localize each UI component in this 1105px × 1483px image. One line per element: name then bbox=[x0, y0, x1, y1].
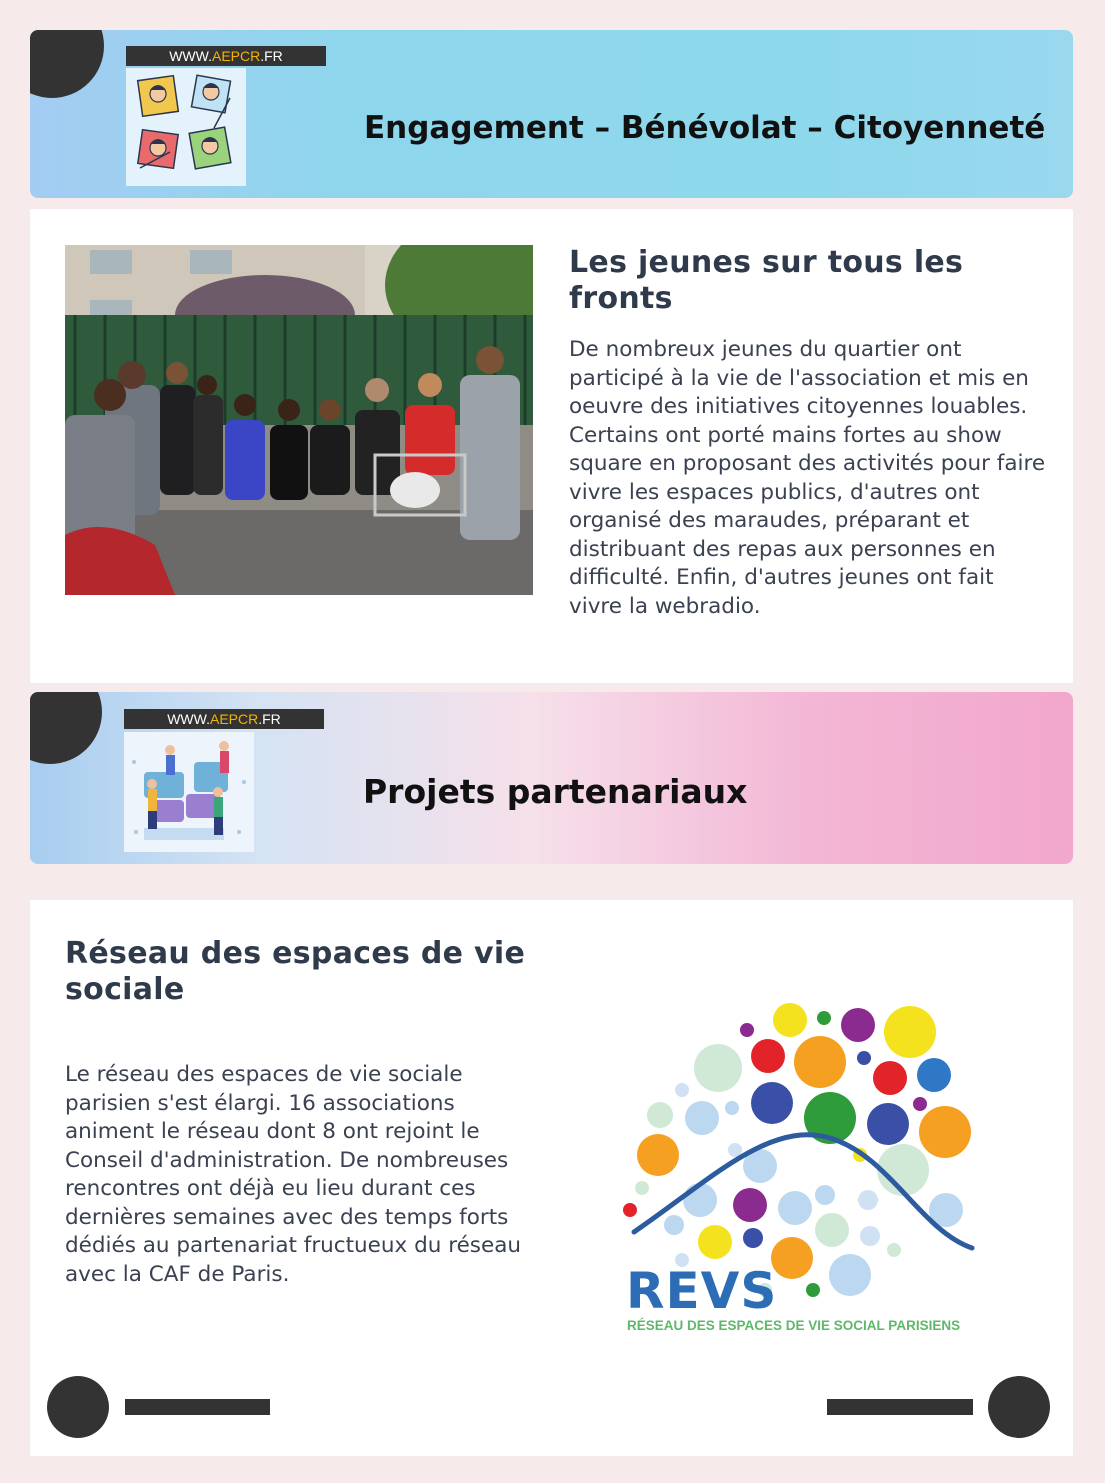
revs-tagline: RÉSEAU DES ESPACES DE VIE SOCIAL PARISIENS bbox=[627, 1318, 961, 1333]
banner-partnerships bbox=[30, 692, 1073, 864]
decorative-dot bbox=[47, 1376, 109, 1438]
article-body: De nombreux jeunes du quartier ont participé à la vie de l'association et mis en oeuvre des initiatives citoyennes louables. Certains ont porté mains fortes au show square en proposant des activités pour faire vivre les espaces publics, d'autres ont organisé des maraudes, préparant et distribuant des repas aux personnes en difficulté. Enfin, d'autres jeunes ont fait vivre la webradio. bbox=[569, 337, 1046, 619]
youth-group-photo bbox=[65, 245, 533, 595]
site-url-label: WWW.AEPCR.FR bbox=[124, 709, 324, 729]
banner-title: Engagement – Bénévolat – Citoyenneté bbox=[364, 110, 1046, 146]
decorative-dot bbox=[30, 30, 104, 98]
decorative-dot bbox=[988, 1376, 1050, 1438]
decorative-bar bbox=[125, 1399, 270, 1415]
revs-logo bbox=[620, 1000, 1000, 1333]
article-title: Réseau des espaces de vie sociale bbox=[65, 936, 526, 1007]
revs-wordmark: REVS bbox=[626, 1262, 778, 1320]
article-title: Les jeunes sur tous les fronts bbox=[569, 245, 964, 316]
decorative-dot bbox=[30, 692, 102, 764]
decorative-bar bbox=[827, 1399, 973, 1415]
video-call-illustration bbox=[126, 68, 246, 186]
site-url-label: WWW.AEPCR.FR bbox=[126, 46, 326, 66]
article-card-youth bbox=[30, 209, 1073, 683]
article-card-network bbox=[30, 900, 1073, 1456]
article-body: Le réseau des espaces de vie sociale parisien s'est élargi. 16 associations animent le réseau dont 8 ont rejoint le Conseil d'administration. De nombreuses rencontres ont déjà eu lieu durant ces dernières semaines avec des temps forts dédiés au partenariat fructueux du réseau avec la CAF de Paris. bbox=[65, 1062, 522, 1287]
puzzle-team-illustration bbox=[124, 732, 254, 852]
banner-title: Projets partenariaux bbox=[363, 772, 748, 811]
banner-engagement bbox=[30, 30, 1073, 198]
